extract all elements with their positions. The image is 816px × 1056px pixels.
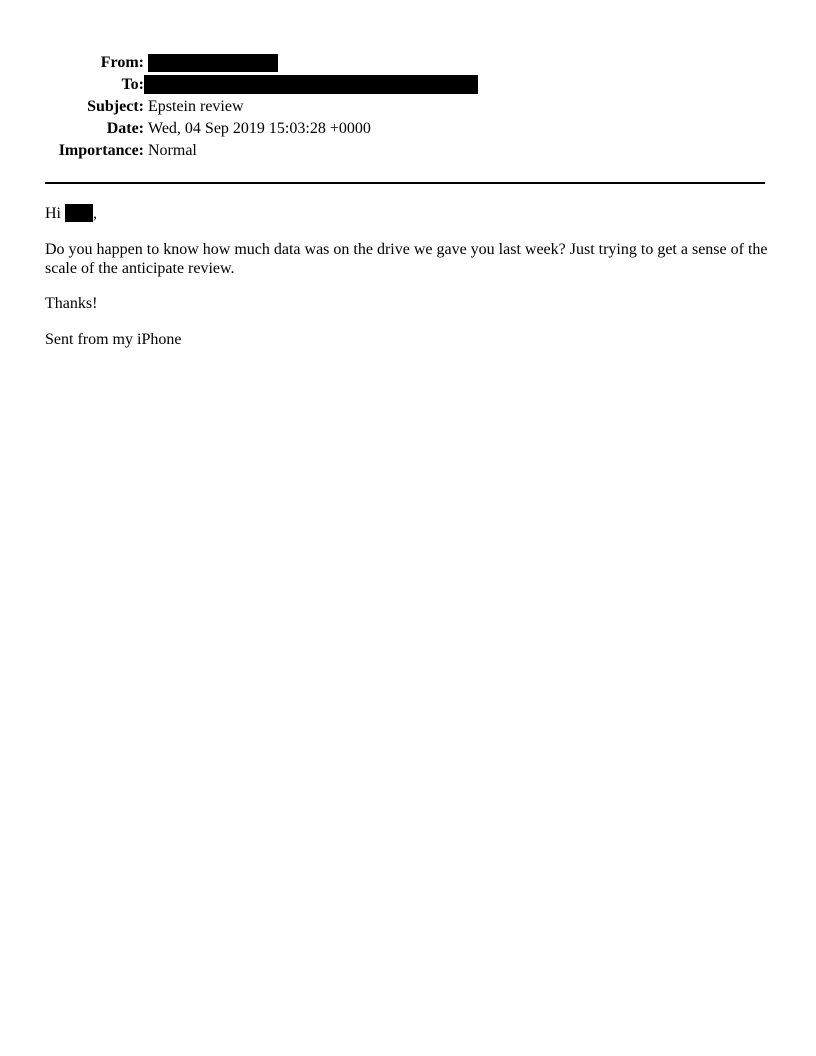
to-redaction bbox=[144, 75, 478, 94]
to-label: To: bbox=[121, 76, 144, 93]
greeting-suffix: , bbox=[93, 205, 97, 222]
message-paragraph: Do you happen to know how much data was on the drive we gave you last week? Just trying to get a sense of the scale of the anticipate review. bbox=[45, 241, 768, 277]
date-value: Wed, 04 Sep 2019 15:03:28 +0000 bbox=[148, 120, 371, 137]
date-label: Date: bbox=[106, 120, 144, 137]
importance-value: Normal bbox=[148, 142, 197, 159]
thanks-line: Thanks! bbox=[45, 295, 98, 312]
subject-label: Subject: bbox=[87, 98, 144, 115]
greeting-prefix: Hi bbox=[45, 205, 61, 222]
subject-value: Epstein review bbox=[148, 98, 244, 115]
recipient-name-redaction bbox=[65, 204, 93, 222]
from-label: From: bbox=[100, 54, 144, 71]
signature-line: Sent from my iPhone bbox=[45, 331, 182, 348]
from-redaction bbox=[148, 54, 278, 72]
importance-label: Importance: bbox=[58, 142, 144, 159]
header-divider bbox=[45, 182, 765, 184]
greeting-line bbox=[45, 204, 775, 223]
